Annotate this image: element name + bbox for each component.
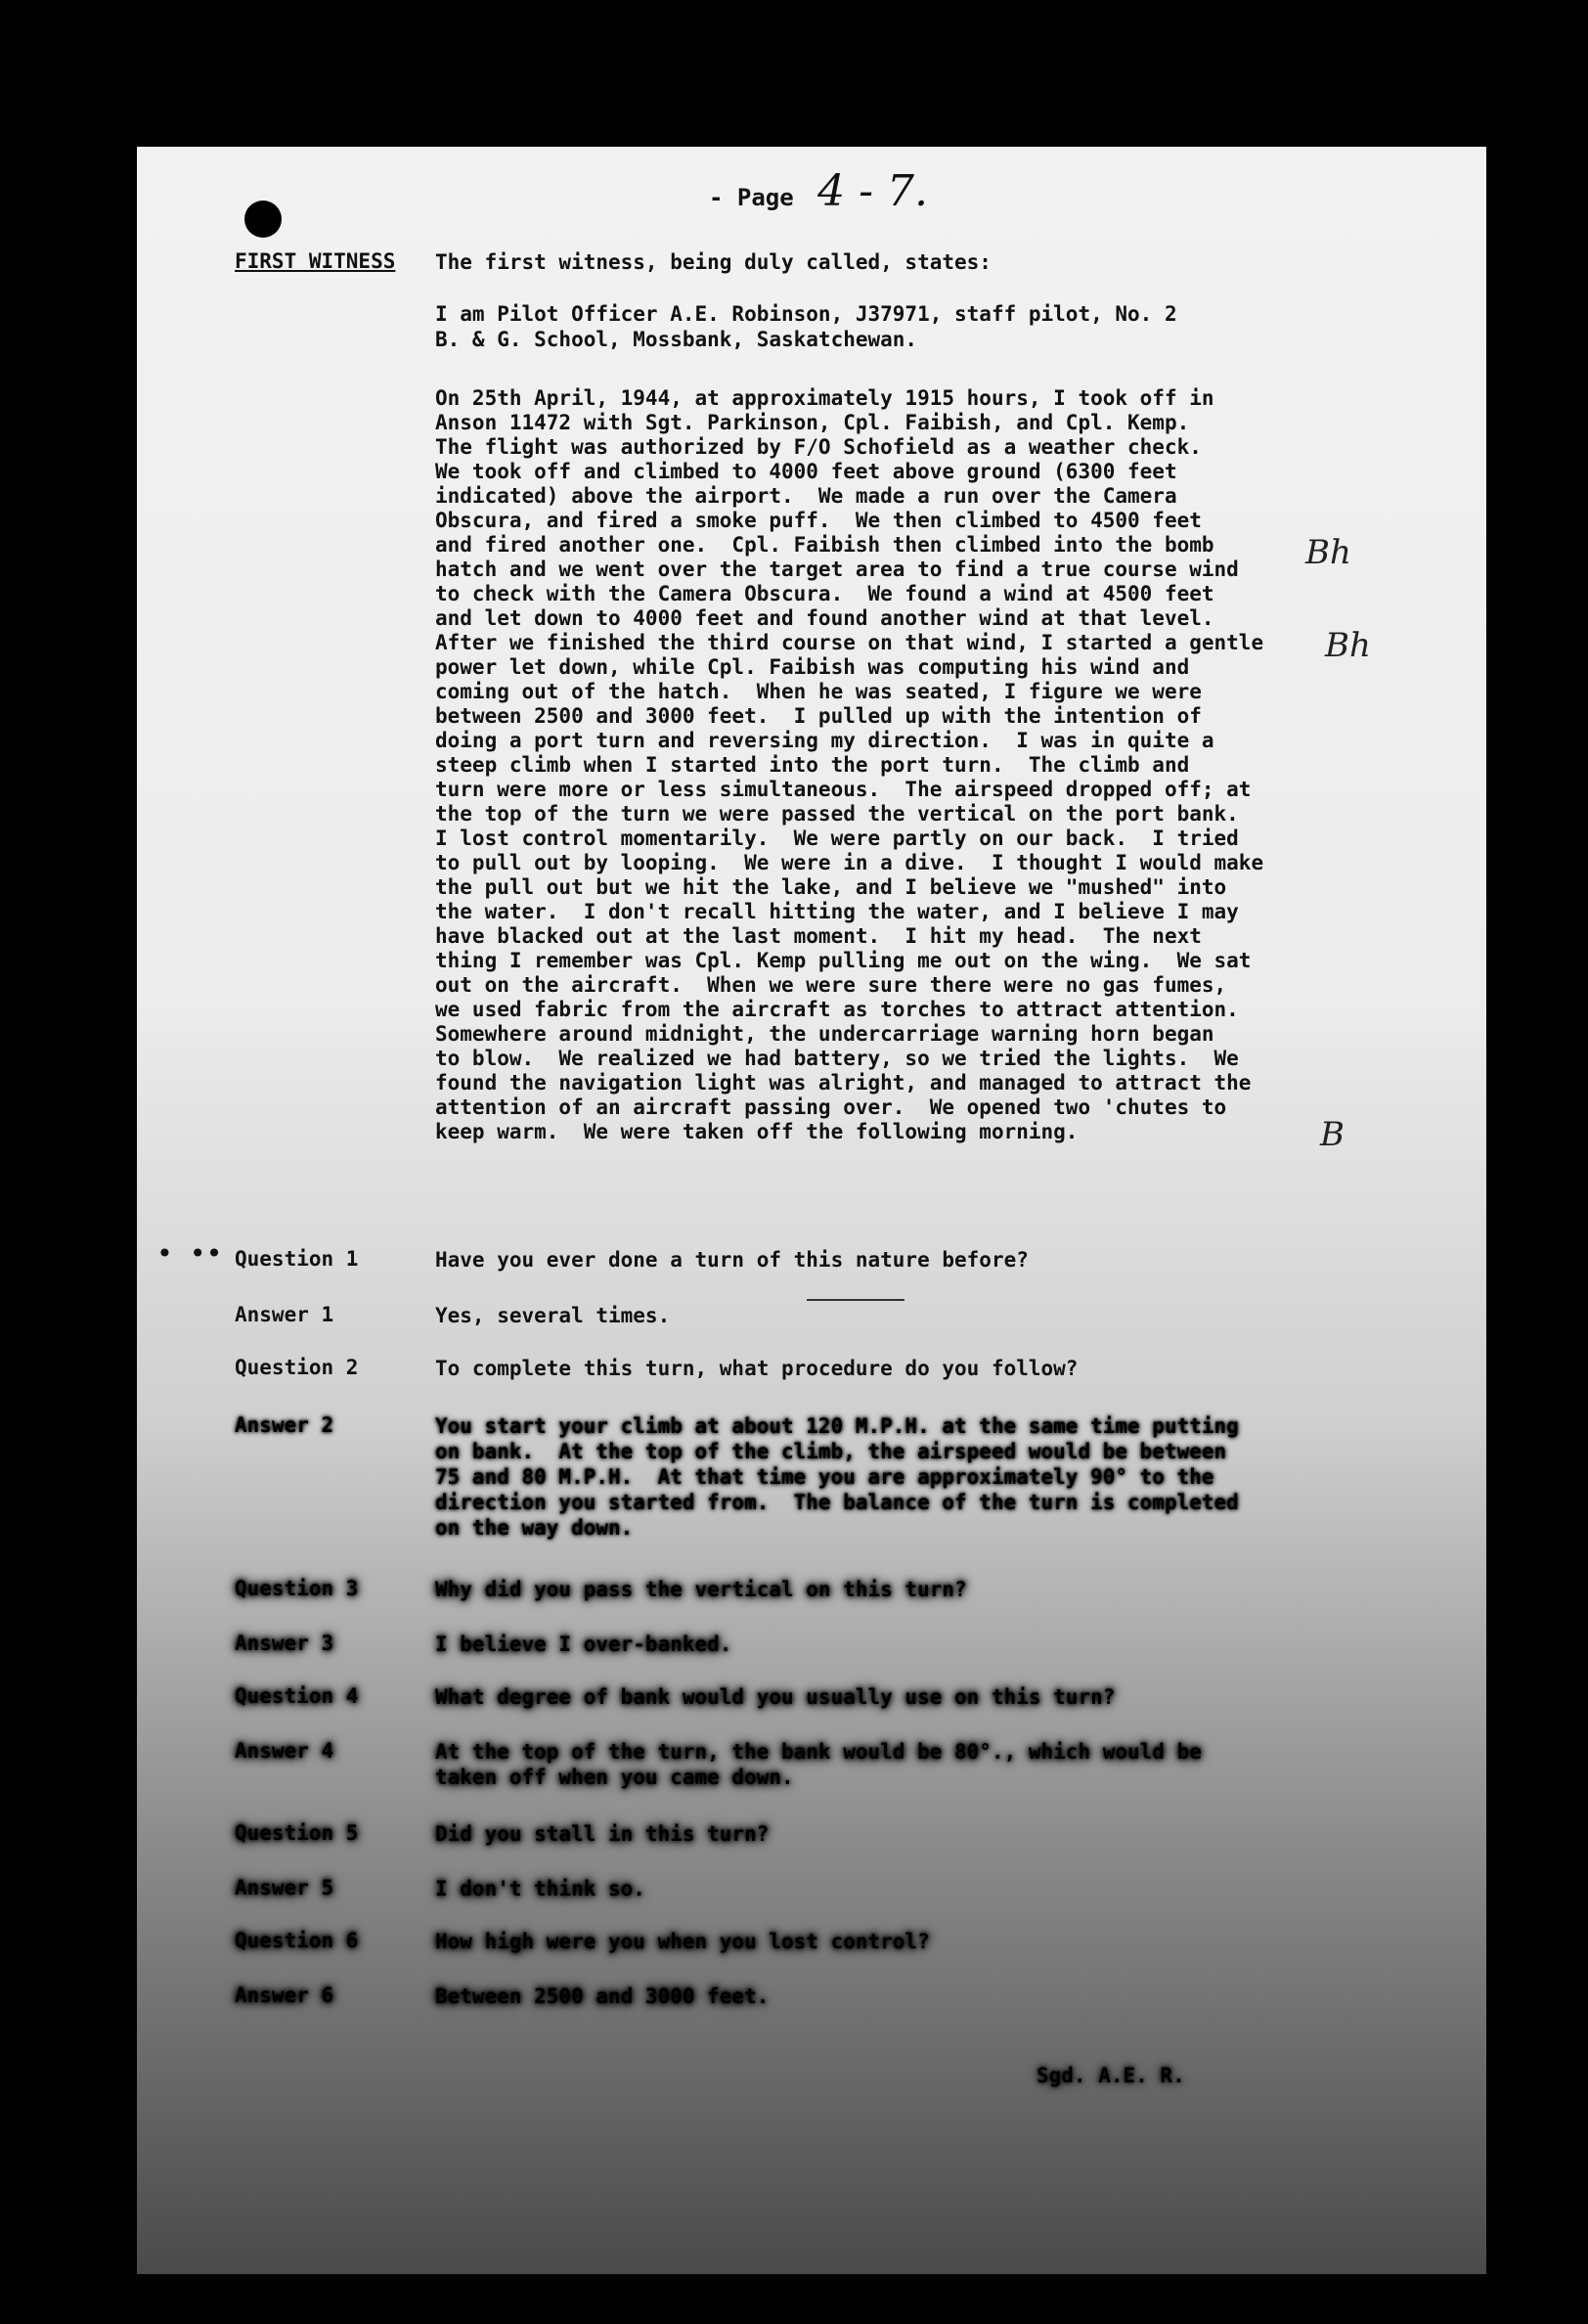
- qa-label: Question 3: [235, 1577, 359, 1600]
- punch-hole: [244, 201, 282, 238]
- qa-text: I don't think so.: [435, 1877, 645, 1900]
- witness-statement: On 25th April, 1944, at approximately 1915 hours, I took off in Anson 11472 with Sgt. Parkinson, Cpl. Faibish, and Cpl. Kemp. The flight was authorized by F/O Schofield as a weather check. We took off and climbed to 4000 feet above ground (6300 feet indicated) above the airport. We made a run over the Camera Obscura, and fired a smoke puff. We then climbed to 4500 feet and fired another one. Cpl. Faibish then climbed into the bomb hatch and we went over the target area to find a true course wind to check with the Camera Obscura. We found a wind at 4500 feet and let down to 4000 feet and found another wind at that level. After we finished the third course on that wind, I started a gentle power let down, while Cpl. Faibish was computing his wind and coming out of the hatch. When he was seated, I figure we were between 2500 and 3000 feet. I pulled up with the intention of doing a port turn and reversing my direction. I was in quite a steep climb when I started into the port turn. The climb and turn were more or less simultaneous. The airspeed dropped off; at the top of the turn we were passed the vertical on the port bank. I lost control momentarily. We were partly on our back. I tried to pull out by looping. We were in a dive. I thought I would make the pull out but we hit the lake, and I believe we "mushed" into the water. I don't recall hitting the water, and I believe I may have blacked out at the last moment. I hit my head. The next thing I remember was Cpl. Kemp pulling me out on the wing. We sat out on the aircraft. When we were sure there were no gas fumes, we used fabric from the aircraft as torches to attract attention. Somewhere around midnight, the undercarriage warning horn began to blow. We realized we had battery, so we tried the lights. We found the navigation light was alright, and managed to attract the attention of an aircraft passing over. We opened two 'chutes to keep warm. We were taken off the following morning.: [435, 386, 1264, 1143]
- margin-initials-3: B: [1320, 1115, 1345, 1154]
- qa-label: Question 4: [235, 1684, 359, 1708]
- page-label: - Page: [709, 184, 794, 211]
- qa-text: At the top of the turn, the bank would be 80°., which would be taken off when you came down.: [435, 1740, 1202, 1789]
- witness-identity: I am Pilot Officer A.E. Robinson, J37971, staff pilot, No. 2 B. & G. School, Mossbank, Saskatchewan.: [435, 302, 1177, 351]
- first-witness-intro: The first witness, being duly called, states:: [435, 250, 992, 274]
- qa-label: Question 5: [235, 1821, 359, 1845]
- first-witness-label: FIRST WITNESS: [235, 249, 396, 273]
- document-page: [137, 147, 1486, 2274]
- qa-text: Why did you pass the vertical on this turn?: [435, 1578, 967, 1601]
- margin-dot: • ••: [156, 1237, 223, 1270]
- qa-text: Have you ever done a turn of this nature before?: [435, 1248, 1029, 1272]
- qa-text: Between 2500 and 3000 feet.: [435, 1985, 770, 2008]
- qa-text: What degree of bank would you usually use on this turn?: [435, 1685, 1116, 1709]
- qa-label: Answer 4: [235, 1739, 334, 1763]
- rule-line: [807, 1299, 904, 1301]
- qa-label: Question 1: [235, 1247, 359, 1271]
- qa-label: Question 2: [235, 1356, 359, 1379]
- qa-label: Answer 5: [235, 1876, 334, 1899]
- qa-text: To complete this turn, what procedure do you follow?: [435, 1357, 1079, 1380]
- qa-text: Did you stall in this turn?: [435, 1822, 770, 1846]
- qa-label: Answer 2: [235, 1413, 334, 1437]
- qa-text: You start your climb at about 120 M.P.H. at the same time putting on bank. At the top of the climb, the airspeed would be between 75 and 80 M.P.H. At that time you are approximately 90° to the direction you started from. The balance of the turn is completed on the way down.: [435, 1414, 1239, 1540]
- margin-initials-2: Bh: [1325, 626, 1371, 665]
- qa-text: Yes, several times.: [435, 1304, 671, 1327]
- page-number-handwritten: 4 - 7.: [817, 166, 928, 216]
- qa-text: How high were you when you lost control?: [435, 1930, 930, 1953]
- page-header: [709, 166, 928, 216]
- signature: Sgd. A.E. R.: [1037, 2064, 1185, 2087]
- margin-initials-1: Bh: [1305, 533, 1351, 572]
- qa-label: Answer 3: [235, 1631, 334, 1655]
- qa-text: I believe I over-banked.: [435, 1632, 732, 1656]
- qa-label: Answer 6: [235, 1984, 334, 2007]
- qa-label: Answer 1: [235, 1303, 334, 1326]
- qa-label: Question 6: [235, 1929, 359, 1952]
